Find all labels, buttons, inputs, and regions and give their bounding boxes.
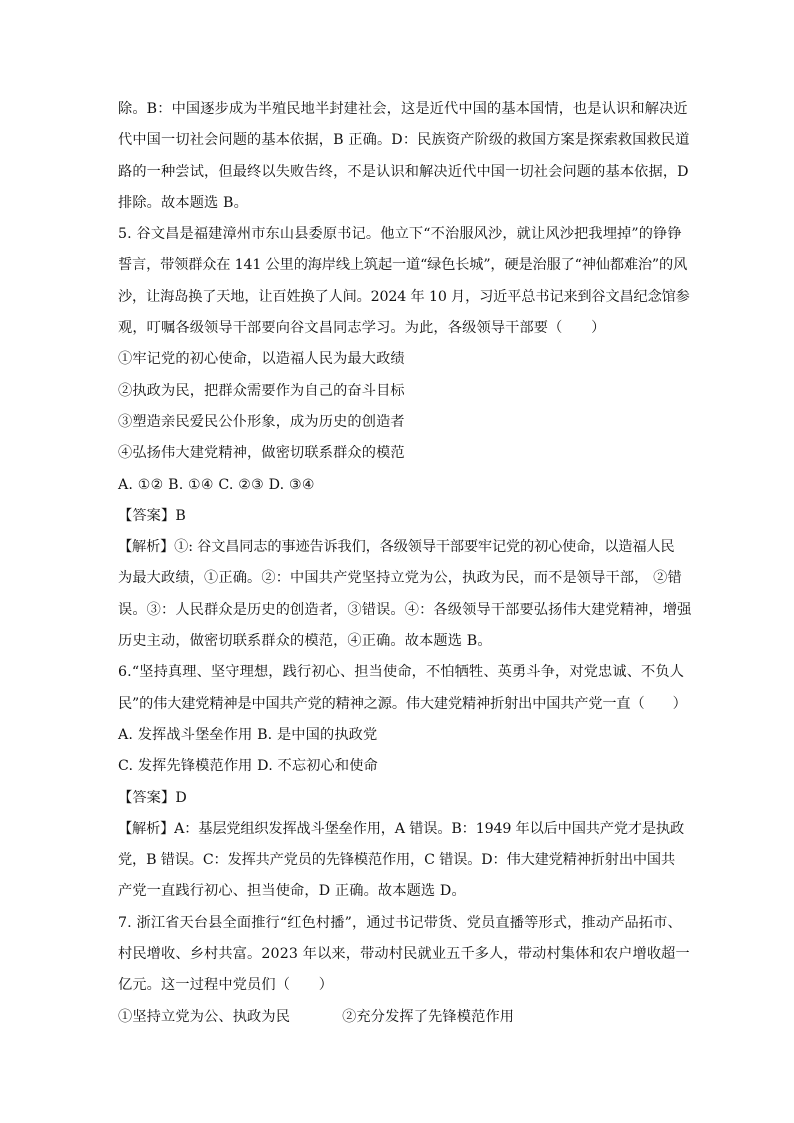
question-5-stem: 5. 谷文昌是福建漳州市东山县委原书记。他立下“不治服风沙，就让风沙把我埋掉”的铮铮 <box>118 226 682 243</box>
question-7-statements <box>118 1002 678 1033</box>
question-5-statement: ①牢记党的初心使命，以造福人民为最大政绩 <box>118 351 405 368</box>
question-6-stem: 民”的伟大建党精神是中国共产党的精神之源。伟大建党精神折射出中国共产党一直（ ） <box>118 695 687 712</box>
question-5-stem: 誓言，带领群众在 141 公里的海岸线上筑起一道“绿色长城”，硬是治服了“神仙都难治”的风 <box>118 257 688 274</box>
question-5-analysis: 为最大政绩，①正确。②：中国共产党坚持立党为公，执政为民，而不是领导干部， ②错 <box>118 570 682 587</box>
question-5-statement: ③塑造亲民爱民公仆形象，成为历史的创造者 <box>118 413 405 430</box>
question-5-statement: ②执政为民，把群众需要作为自己的奋斗目标 <box>118 382 405 399</box>
text-line: 路的一种尝试，但最终以失败告终，不是认识和解决近代中国一切社会问题的基本依据，D <box>118 163 689 180</box>
question-5-analysis: 【解析】①: 谷文昌同志的事迹告诉我们，各级领导干部要牢记党的初心使命，以造福人民 <box>118 539 675 556</box>
question-6-analysis: 产党一直践行初心、担当使命，D 正确。故本题选 D。 <box>118 883 466 900</box>
question-5-analysis: 历史主动，做密切联系群众的模范，④正确。故本题选 B。 <box>118 633 492 650</box>
question-7-stem: 7. 浙江省天台县全面推行“红色村播”，通过书记带货、党员直播等形式，推动产品拓市、 <box>118 914 682 931</box>
question-6-analysis: 【解析】A：基层党组织发挥战斗堡垒作用，A 错误。B：1949 年以后中国共产党才是执政 <box>118 820 685 837</box>
question-5-stem: 观，叮嘱各级领导干部要向谷文昌同志学习。为此，各级领导干部要（ ） <box>118 320 606 337</box>
question-7-stem: 亿元。这一过程中党员们（ ） <box>118 977 334 994</box>
question-6-analysis: 党，B 错误。C：发挥共产党员的先锋模范作用，C 错误。D：伟大建党精神折射出中国共 <box>118 852 675 869</box>
question-6-answer: 【答案】D <box>118 789 187 806</box>
document-body <box>118 94 692 1033</box>
question-5-analysis: 误。③：人民群众是历史的创造者，③错误。④：各级领导干部要弘扬伟大建党精神，增强 <box>118 601 692 618</box>
question-6-stem: 6.“坚持真理、坚守理想，践行初心、担当使命，不怕牺牲、英勇斗争，对党忠诚、不负人 <box>118 664 685 681</box>
question-6-options: C. 发挥先锋模范作用 D. 不忘初心和使命 <box>118 758 378 775</box>
text-line: 排除。故本题选 B。 <box>118 194 248 211</box>
question-5-statement: ④弘扬伟大建党精神，做密切联系群众的模范 <box>118 445 405 462</box>
question-7-statement-1: ①坚持立党为公、执政为民 <box>118 1008 291 1025</box>
question-6-options: A. 发挥战斗堡垒作用 B. 是中国的执政党 <box>118 726 378 743</box>
question-5-answer: 【答案】B <box>118 507 186 524</box>
text-line: 除。B：中国逐步成为半殖民地半封建社会，这是近代中国的基本国情，也是认识和解决近 <box>118 101 688 117</box>
question-7-statement-2: ②充分发挥了先锋模范作用 <box>342 1008 515 1025</box>
question-5-stem: 沙，让海岛换了天地，让百姓换了人间。2024 年 10 月，习近平总书记来到谷文昌纪念馆参 <box>118 288 690 305</box>
question-5-options: A. ①② B. ①④ C. ②③ D. ③④ <box>118 476 315 493</box>
question-7-stem: 村民增收、乡村共富。2023 年以来，带动村民就业五千多人，带动村集体和农户增收超一 <box>118 946 690 963</box>
text-line: 代中国一切社会问题的基本依据，B 正确。D：民族资产阶级的救国方案是探索救国救民道 <box>118 132 690 149</box>
